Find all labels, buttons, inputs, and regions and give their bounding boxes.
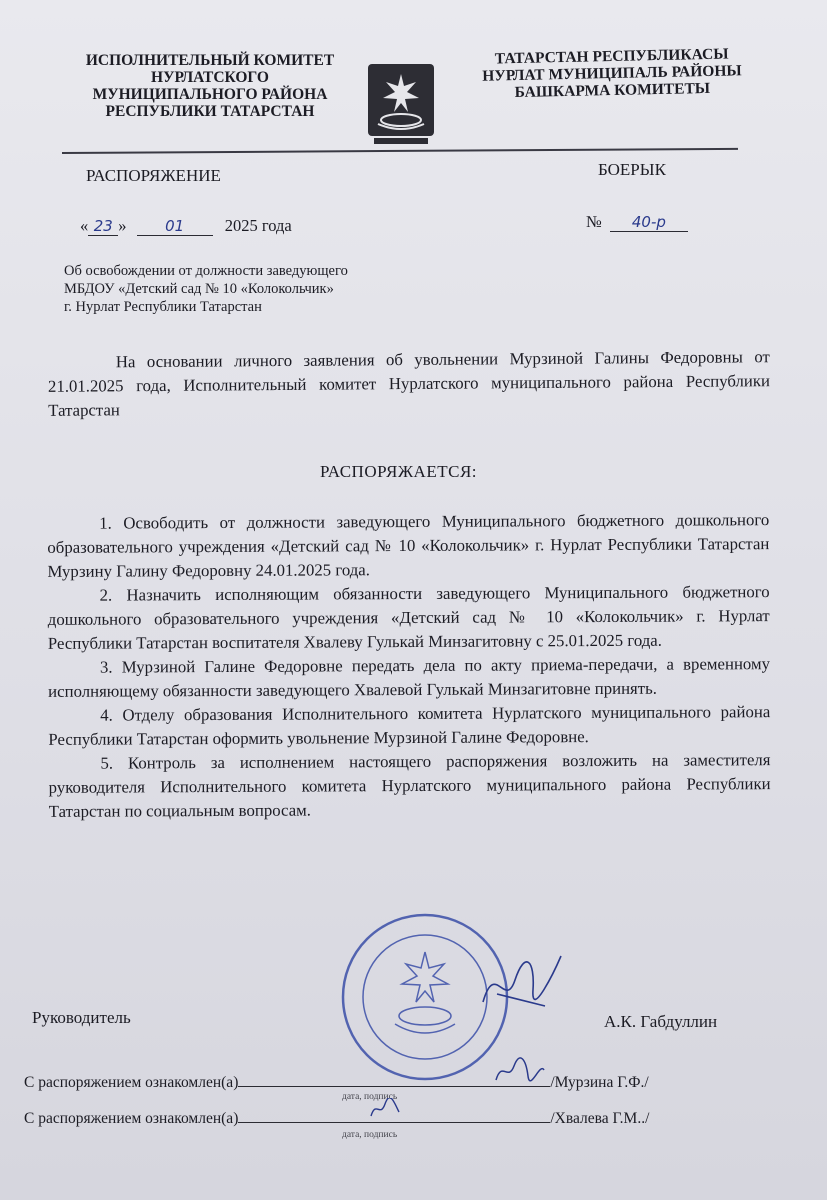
date-close-quote: » <box>118 216 127 235</box>
header-right-tt <box>461 45 762 102</box>
order-heading: РАСПОРЯЖАЕТСЯ: <box>320 462 478 481</box>
order-item: 2. Назначить исполняющим обязанности заведующего Муниципального бюджетного дошкольного образовательного учреждения «Детский сад № 10 «Колокольчик» г. Нурлат Республики Татарстан воспитателя Хвалеву Гулькай Минзагитовну с 25.01.2025 года. <box>47 582 770 653</box>
date-open-quote: « <box>80 216 89 235</box>
header-divider <box>62 148 738 154</box>
intro-paragraph: На основании личного заявления об увольнении Мурзиной Галины Федоровны от 21.01.2025 года, Исполнительный комитет Нурлатского муниципального района Республики Татарстан <box>47 347 771 420</box>
header-left-ru <box>60 52 360 120</box>
signatory-title: Руководитель <box>32 1008 131 1027</box>
subject-line: г. Нурлат Республики Татарстан <box>64 299 262 315</box>
signatory-name: А.К. Габдуллин <box>604 1012 718 1031</box>
doc-type-tt: БОЕРЫК <box>598 160 666 179</box>
order-items <box>47 508 771 824</box>
order-item: 5. Контроль за исполнением настоящего распоряжения возложить на заместителя руководителя Исполнительного комитета Нурлатского муниципального района Республики Татарстан по социальным вопросам. <box>48 750 771 821</box>
date-day: 23 <box>88 217 118 236</box>
date-year: 2025 года <box>224 216 292 235</box>
header-left-line: ИСПОЛНИТЕЛЬНЫЙ КОМИТЕТ <box>85 52 335 69</box>
order-item: 1. Освободить от должности заведующего Муниципального бюджетного дошкольного образовательного учреждения «Детский сад № 10 «Колокольчик» г. Нурлат Республики Татарстан Мурзину Галину Федоровну 24.01.2025 года. <box>47 510 770 581</box>
header-left-line: МУНИЦИПАЛЬНОГО РАЙОНА <box>92 86 328 103</box>
header-right-line: БАШКАРМА КОМИТЕТЫ <box>514 79 711 102</box>
document-subject <box>64 262 348 316</box>
header-right-line: ТАТАРСТАН РЕСПУБЛИКАСЫ <box>494 45 729 68</box>
document-number <box>586 212 688 232</box>
employee-signature <box>492 1056 548 1086</box>
head-signature <box>475 950 565 1020</box>
number-value: 40-р <box>610 213 688 232</box>
header-right-line: НУРЛАТ МУНИЦИПАЛЬ РАЙОНЫ <box>482 62 742 85</box>
date-month: 01 <box>137 217 213 236</box>
acknowledgement-name: /Хвалева Г.М../ <box>550 1110 650 1127</box>
header-left-line: НУРЛАТСКОГО <box>151 69 269 86</box>
signature-hint: дата, подпись <box>342 1130 398 1140</box>
acknowledgement-line <box>24 1072 649 1092</box>
order-item: 3. Мурзиной Галине Федоровне передать дела по акту приема-передачи, а временному исполняющему обязанности заведующего Хвалевой Гулькай Минзагитовне принять. <box>48 654 771 701</box>
number-prefix: № <box>586 212 602 231</box>
acknowledgement-label: С распоряжением ознакомлен(а) <box>24 1074 239 1091</box>
acknowledgement-line <box>24 1108 649 1128</box>
document-date <box>80 216 292 236</box>
acknowledgement-label: С распоряжением ознакомлен(а) <box>24 1110 239 1127</box>
order-item: 4. Отделу образования Исполнительного комитета Нурлатского муниципального района Республики Татарстан оформить увольнение Мурзиной Галине Федоровне. <box>48 702 771 749</box>
header-left-line: РЕСПУБЛИКИ ТАТАРСТАН <box>105 103 315 120</box>
subject-line: Об освобождении от должности заведующего <box>64 263 348 279</box>
subject-line: МБДОУ «Детский сад № 10 «Колокольчик» <box>64 281 334 297</box>
coat-of-arms-icon <box>364 62 438 146</box>
doc-type-ru: РАСПОРЯЖЕНИЕ <box>86 166 221 185</box>
acknowledgement-name: /Мурзина Г.Ф./ <box>550 1074 649 1091</box>
employee-signature <box>368 1098 402 1120</box>
signature-hint: дата, подпись <box>342 1092 398 1102</box>
